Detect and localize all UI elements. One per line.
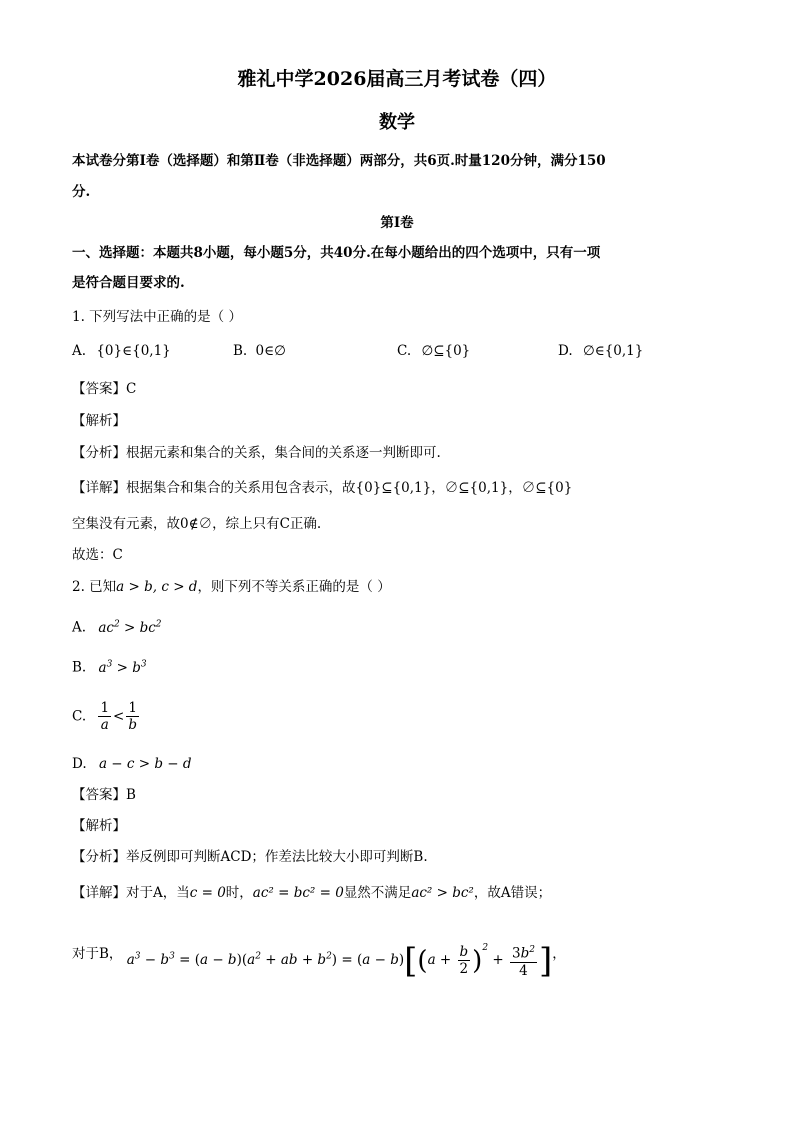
q2-fenxi — [72, 848, 428, 866]
q1-option-d — [558, 342, 643, 360]
right-bracket: ] — [538, 940, 553, 981]
q2-option-b-label: B. — [72, 659, 87, 676]
q1-option-c-text: ∅⊆{0} — [421, 343, 471, 359]
q2-option-a — [72, 615, 162, 637]
q2-option-c: C. $\frac{1}{a}$ < $\frac{1}{b}$ — [72, 700, 137, 733]
q1-option-d-text: ∅∈{0,1} — [582, 343, 644, 359]
q1-option-b-text: 0∈∅ — [255, 343, 286, 359]
q2-option-c-frac-1: $\frac{1}{a}$ — [100, 700, 110, 733]
q2-b-suffix: ， — [552, 946, 566, 962]
q2-stem-suffix: ，则下列不等关系正确的是（ ） — [197, 579, 391, 595]
q1-fenxi — [72, 444, 441, 462]
q1-xiangjie-math-3: ∅⊆{0} — [521, 480, 573, 496]
q1-xiangjie-math-1: {0}⊆{0,1} — [355, 480, 432, 496]
q2-option-a-math: $ac^2 > bc^2$ — [98, 619, 162, 636]
q2-option-d — [72, 755, 192, 773]
q1-conclusion: 故选：C — [72, 547, 123, 563]
section-instructions-1: 一、选择题：本题共8小题，每小题5分，共40分.在每小题给出的四个选项中，只有一项 — [72, 245, 601, 261]
frac-b-over-2: $\frac{b}{2}$ — [459, 944, 469, 977]
q2-analysis-tag: 【解析】 — [72, 818, 126, 834]
q2-stem-prefix: 2. 已知 — [72, 579, 117, 595]
q2-xj-p1: 对于A，当 — [126, 885, 190, 901]
q2-answer — [72, 786, 136, 804]
frac-3b2-over-4: $\frac{3b^2}{4}$ — [510, 942, 537, 979]
q1-option-d-label: D. — [558, 343, 573, 359]
q2-option-c-frac-2: $\frac{1}{b}$ — [128, 700, 137, 733]
q1-line2-math: 0∉∅ — [180, 516, 213, 532]
left-paren: ( — [417, 945, 428, 976]
q2-xiangjie-tag: 【详解】 — [72, 885, 126, 901]
q1-line2-suffix: ，综上只有C正确. — [212, 516, 322, 532]
q1-option-a-label: A. — [72, 343, 87, 359]
q2-xj-p2: 时， — [225, 885, 253, 901]
q1-option-c — [397, 342, 470, 360]
q1-option-b — [233, 342, 286, 360]
q2-b-formula: $a^3 - b^3 = (a - b)(a^2$ + ab + $b^2) = (a - b)[(a$ + $\frac{b}{2}$ )$^2$ + $\frac{3b^2}{4}$ ] — [126, 940, 553, 981]
q1-stem: 1. 下列写法中正确的是（ ） — [72, 309, 242, 325]
q1-explanation-2 — [72, 515, 321, 533]
left-bracket: [ — [404, 940, 418, 981]
section-instructions-2: 是符合题目要求的. — [72, 275, 185, 291]
q1-line2-prefix: 空集没有元素，故 — [72, 516, 180, 532]
q2-xj-m2: ac² = bc² = 0 — [252, 885, 344, 901]
q2-xj-m1: c = 0 — [189, 885, 226, 901]
q1-xiangjie — [72, 479, 572, 497]
q1-analysis-tag: 【解析】 — [72, 413, 126, 429]
q1-option-c-label: C. — [397, 343, 412, 359]
q2-option-c-label: C. — [72, 708, 87, 725]
q1-xiangjie-prefix: 根据集合和集合的关系用包含表示，故 — [126, 480, 356, 496]
q2-xiangjie-b — [72, 926, 566, 982]
part-label: 第Ⅰ卷 — [380, 215, 414, 231]
q2-option-b-math: $a^3 > b^3$ — [98, 659, 147, 676]
q2-option-d-text: a − c > b − d — [98, 756, 192, 772]
intro-line-2: 分. — [72, 184, 91, 200]
q1-option-b-label: B. — [233, 343, 248, 359]
intro-line-1: 本试卷分第Ⅰ卷（选择题）和第Ⅱ卷（非选择题）两部分，共6页.时量120分钟，满分150 — [72, 153, 606, 169]
q1-fenxi-tag: 【分析】 — [72, 445, 126, 461]
q1-option-a-text: {0}∈{0,1} — [96, 343, 171, 359]
q2-fenxi-text: 举反例即可判断ACD；作差法比较大小即可判断B. — [126, 849, 428, 865]
q1-xiangjie-math-2: ∅⊆{0,1} — [444, 480, 509, 496]
q1-xiangjie-sep-2: ， — [508, 480, 522, 496]
q2-xj-p3: 显然不满足 — [343, 885, 412, 901]
q1-answer-tag: 【答案】 — [72, 381, 126, 397]
q2-b-prefix: 对于B， — [72, 946, 123, 962]
subject-title: 数学 — [379, 112, 415, 133]
q1-xiangjie-sep-1: ， — [431, 480, 445, 496]
q2-option-b — [72, 655, 147, 677]
q2-option-a-label: A. — [72, 619, 87, 636]
q2-answer-value: B — [126, 787, 136, 803]
q1-option-a — [72, 342, 171, 360]
q2-xj-m3: ac² > bc² — [411, 885, 474, 901]
right-paren: ) — [472, 945, 483, 976]
q2-stem — [72, 578, 391, 596]
q2-stem-math: a > b, c > d — [116, 579, 198, 595]
q1-fenxi-text: 根据元素和集合的关系，集合间的关系逐一判断即可. — [126, 445, 441, 461]
q2-answer-tag: 【答案】 — [72, 787, 126, 803]
q2-xiangjie-a — [72, 884, 551, 902]
q2-option-d-label: D. — [72, 756, 87, 772]
q1-answer-value: C — [126, 381, 137, 397]
q1-answer — [72, 380, 136, 398]
page-title: 雅礼中学2026届高三月考试卷（四） — [237, 68, 557, 90]
q1-xiangjie-tag: 【详解】 — [72, 480, 126, 496]
q2-xj-p4: ，故A错误； — [473, 885, 552, 901]
q2-fenxi-tag: 【分析】 — [72, 849, 126, 865]
